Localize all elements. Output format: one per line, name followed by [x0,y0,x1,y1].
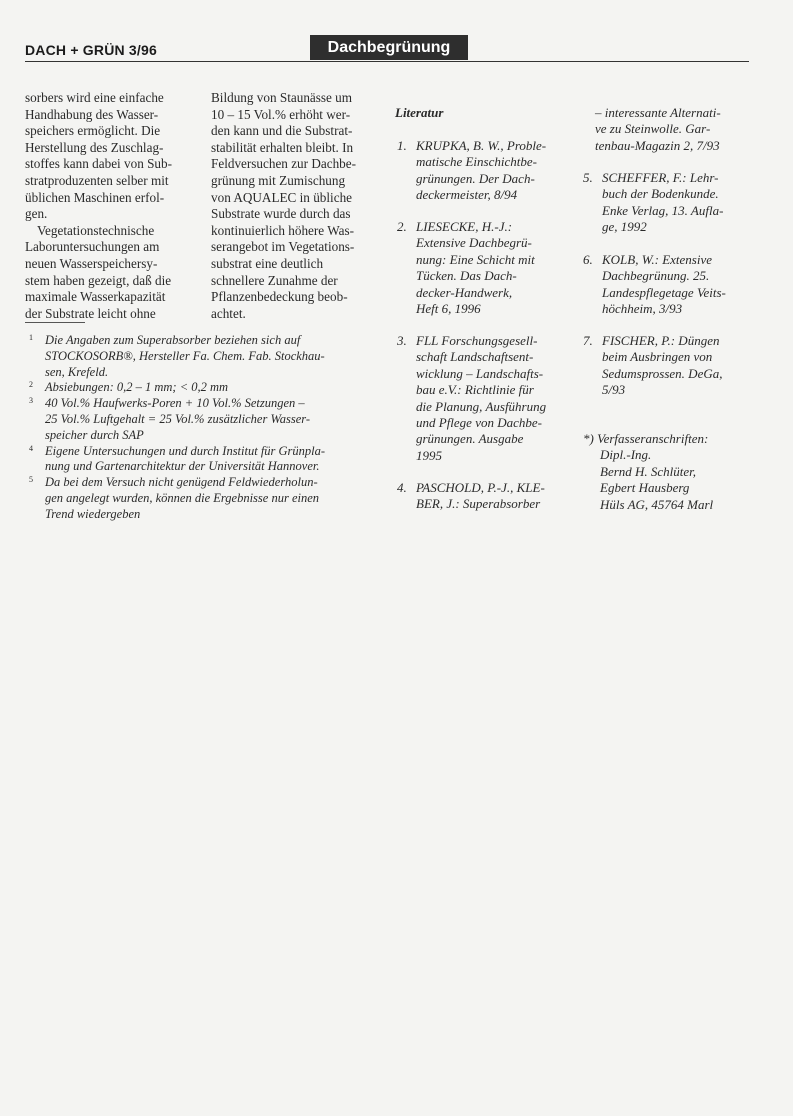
text-line: stabilität erhalten bleibt. In [211,139,354,155]
author-line: Bernd H. Schlüter, [600,463,697,479]
literature-title: Literatur [395,105,444,120]
reference-line: 1995 [416,447,442,463]
reference-number: 2. [397,219,407,234]
reference-line: grünungen. Der Dach- [416,170,535,186]
reference-line: und Pflege von Dachbe- [416,415,542,431]
author-addresses [583,431,713,513]
text-line: kontinuierlich höhere Was- [211,222,354,238]
reference-line: LIESECKE, H.-J.: [416,219,513,234]
text-line: von AQUALEC in übliche [211,189,353,205]
reference-number: 7. [583,333,593,348]
text-line: Handhabung des Wasser- [25,106,159,122]
footnote-number: 2 [29,380,33,390]
footnote-number: 5 [29,475,33,485]
text-line: Feldversuchen zur Dachbe- [211,156,356,172]
footnote-line: 40 Vol.% Haufwerks-Poren + 10 Vol.% Setzungen – [45,396,305,411]
reference-number: 6. [583,252,593,267]
reference-item [397,333,546,464]
reference-line: KOLB, W.: Extensive [602,252,712,267]
text-line: den kann und die Substrat- [211,123,353,139]
text-line: maximale Wasserkapazität [25,289,166,305]
reference-line: Tücken. Das Dach- [416,268,517,284]
footnote-line: Absiebungen: 0,2 – 1 mm; < 0,2 mm [45,380,229,395]
footnote-number: 1 [29,333,33,342]
text-line: sorbers wird eine einfache [25,90,164,105]
text-line: der Substrate leicht ohne [25,305,156,321]
reference-line: Landespflegetage Veits- [602,284,726,300]
reference-line: deckermeister, 8/94 [416,187,518,203]
reference-line: höchheim, 3/93 [602,301,683,317]
text-line: serangebot im Vegetations- [211,239,355,255]
text-line: substrat eine deutlich [211,255,324,271]
reference-continuation [595,105,721,154]
text-line: Laboruntersuchungen am [25,239,160,255]
text-line: stem haben gezeigt, daß die [25,272,172,288]
reference-line: tenbau-Magazin 2, 7/93 [595,137,720,153]
reference-line: FISCHER, P.: Düngen [602,333,720,348]
text-line: achtet. [211,305,246,321]
header-rule [25,61,749,62]
text-line: stoffes kann dabei von Sub- [25,156,172,172]
paragraph [25,223,185,323]
footnote [25,444,375,476]
author-line: Egbert Hausberg [600,480,690,496]
reference-line: 5/93 [602,382,626,398]
reference-item [397,138,546,204]
text-line: gen. [25,206,48,222]
reference-number: 4. [397,480,407,495]
reference-line: matische Einschichtbe- [416,154,537,170]
author-line: Dipl.-Ing. [600,447,652,463]
footnote-line: gen angelegt wurden, können die Ergebnisse nur einen [45,490,320,505]
footnote-line: Eigene Untersuchungen und durch Institut für Grünpla- [45,443,326,458]
paragraph [25,90,185,223]
footnote-line: Da bei dem Versuch nicht genügend Feldwiederholun- [45,475,318,490]
body-column-2 [211,90,373,322]
footnote-line: Die Angaben zum Superabsorber beziehen sich auf [45,333,301,347]
reference-line: ve zu Steinwolle. Gar- [595,121,711,137]
reference-line: SCHEFFER, F.: Lehr- [602,170,719,185]
reference-item [583,333,722,399]
text-line: Bildung von Staunässe um [211,90,353,105]
reference-line: PASCHOLD, P.-J., KLE- [416,480,545,495]
footnotes [25,333,375,523]
reference-line: bau e.V.: Richtlinie für [416,382,534,398]
paragraph [211,90,373,322]
reference-line: buch der Bodenkunde. [602,186,719,202]
reference-line: ge, 1992 [602,219,647,235]
reference-line: beim Ausbringen von [602,349,713,365]
text-line: Herstellung des Zuschlag- [25,139,164,155]
reference-line: BER, J.: Superabsorber [416,496,541,512]
footnote-line: speicher durch SAP [45,427,144,442]
text-line: grünung mit Zumischung [211,172,346,188]
text-line: speichers ermöglicht. Die [25,123,161,139]
reference-number: 5. [583,170,593,185]
text-line: 10 – 15 Vol.% erhöht wer- [211,106,351,122]
text-line: stratproduzenten selber mit [25,172,169,188]
footnote [25,475,375,522]
footnote-number: 4 [29,443,33,453]
text-line: Substrate wurde durch das [211,206,351,222]
text-line: neuen Wasserspeichersy- [25,255,158,271]
footnote-line: STOCKOSORB®, Hersteller Fa. Chem. Fab. Stockhau- [45,348,325,363]
reference-line: nung: Eine Schicht mit [416,251,535,267]
reference-line: Sedumsprossen. DeGa, [602,365,723,381]
section-title: Dachbegrünung [310,35,468,60]
reference-line: schaft Landschaftsent- [416,349,534,365]
reference-item [397,219,535,317]
footnote-line: sen, Krefeld. [45,364,109,379]
reference-line: grünungen. Ausgabe [416,431,524,447]
journal-header: DACH + GRÜN 3/96 [25,42,157,58]
reference-number: 3. [397,333,407,348]
reference-line: – interessante Alternati- [595,105,721,120]
reference-line: Extensive Dachbegrü- [416,235,532,251]
author-line: Hüls AG, 45764 Marl [600,496,714,512]
reference-line: Enke Verlag, 13. Aufla- [602,202,724,218]
reference-line: Dachbegrünung. 25. [602,268,710,284]
footnote-number: 3 [29,396,33,406]
text-line: Pflanzenbedeckung beob- [211,289,348,305]
footnote [25,396,375,443]
footnote-line: 25 Vol.% Luftgehalt = 25 Vol.% zusätzlicher Wasser- [45,411,311,426]
footnote-line: Trend wiedergeben [45,506,141,521]
footnote [25,333,375,380]
footnote-rule [25,322,85,323]
author-label: *) Verfasseranschriften: [583,431,709,446]
text-line: üblichen Maschinen erfol- [25,189,165,205]
footnote-line: nung und Gartenarchitektur der Universität Hannover. [45,459,320,474]
text-line: Vegetationstechnische [37,222,155,238]
reference-item [583,170,723,236]
reference-line: wicklung – Landschafts- [416,365,544,381]
reference-line: FLL Forschungsgesell- [416,333,538,348]
text-line: schnellere Zunahme der [211,272,338,288]
reference-line: Heft 6, 1996 [416,301,481,317]
reference-line: decker-Handwerk, [416,284,513,300]
reference-number: 1. [397,138,407,153]
reference-line: die Planung, Ausführung [416,398,547,414]
reference-line: KRUPKA, B. W., Proble- [416,138,547,153]
body-column-1 [25,90,185,322]
reference-item [397,480,545,513]
footnote [25,380,375,396]
reference-item [583,252,726,318]
